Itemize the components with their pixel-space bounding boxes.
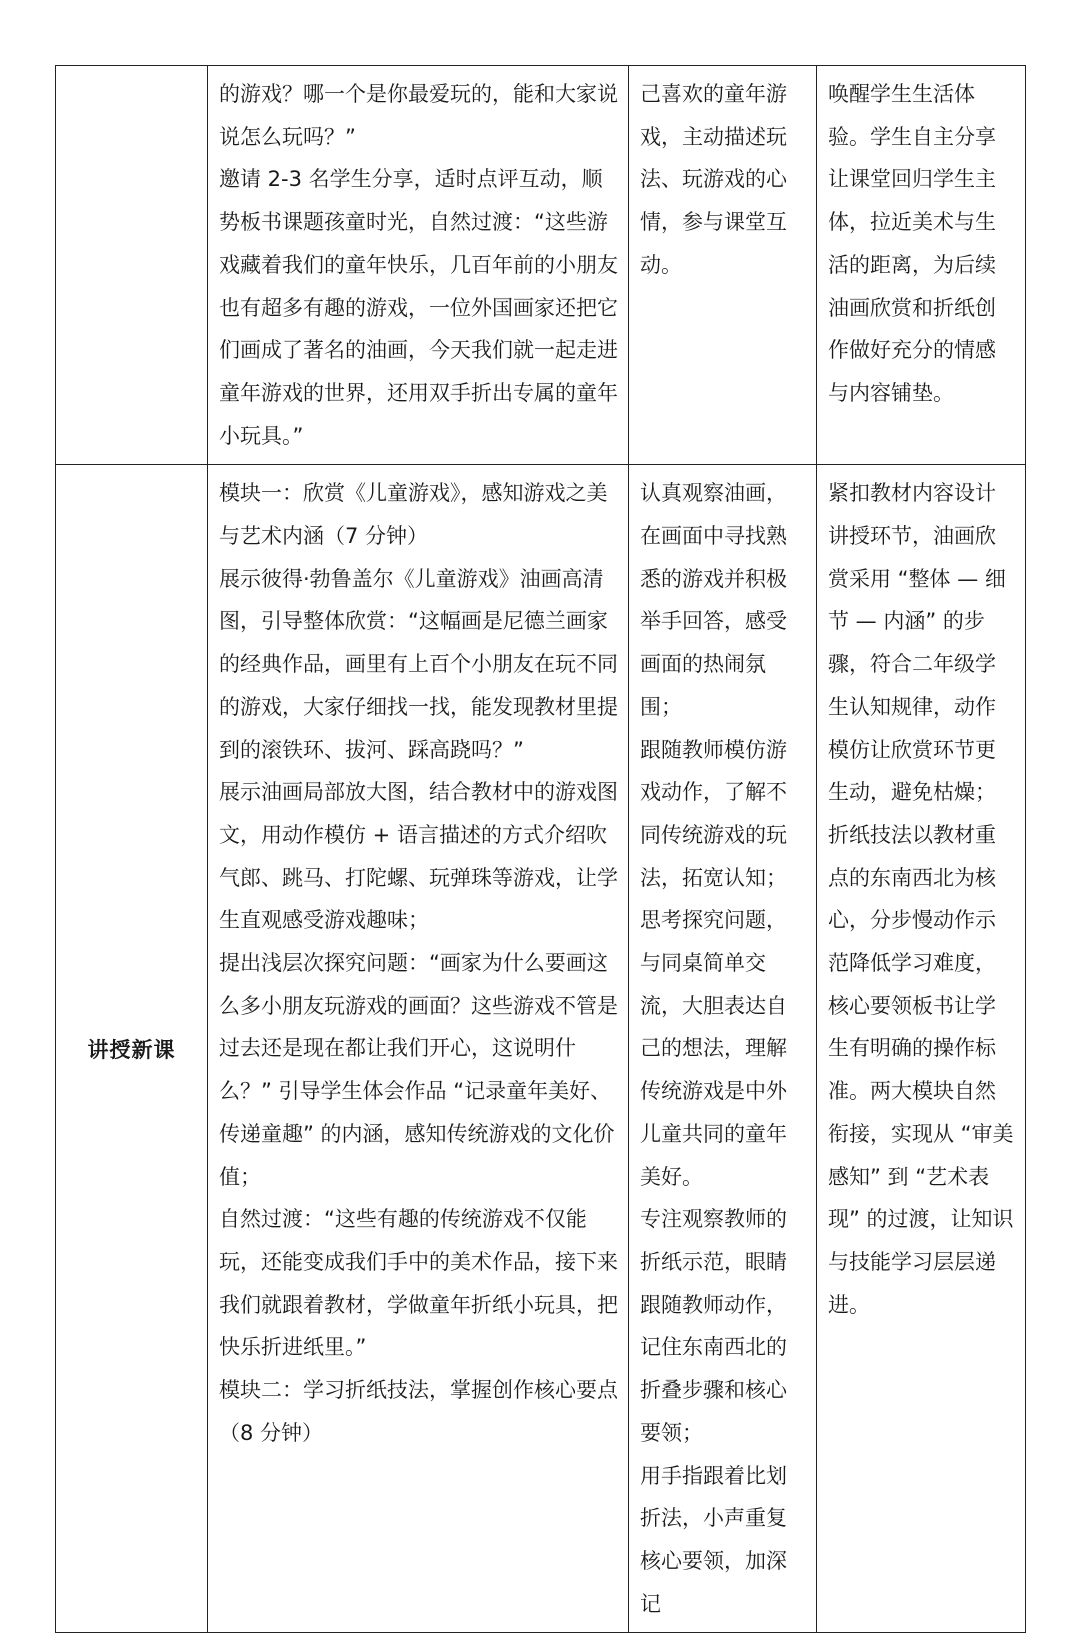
stage-label: 讲授新课: [87, 1037, 176, 1062]
intent-paragraph: 紧扣教材内容设计讲授环节，油画欣赏采用 “整体 — 细节 — 内涵” 的步骤，符合二年级学生认知规律，动作模仿让欣赏环节更生动，避免枯燥；折纸技法以教材重点的东南西北为核心，分步慢动作示范降低学习难度，核心要领板书让学生有明确的操作标准。两大模块自然衔接，实现从 “审美感知” 到 “艺术表现” 的过渡，让知识与技能学习层层递进。: [828, 481, 1014, 1317]
teacher-paragraph: 邀请 2-3 名学生分享，适时点评互动，顺势板书课题孩童时光，自然过渡：“这些游戏藏着我们的童年快乐，几百年前的小朋友也有超多有趣的游戏，一位外国画家还把它们画成了著名的油画，今天我们就一起走进童年游戏的世界，还用双手折出专属的童年小玩具。”: [219, 167, 618, 448]
lesson-plan-table: [55, 65, 1026, 1633]
design-intent-cell: [817, 465, 1026, 1633]
design-intent-cell: [817, 66, 1026, 465]
teacher-activity-cell: [208, 465, 629, 1633]
stage-cell: [56, 465, 208, 1633]
student-paragraph: 认真观察油画，在画面中寻找熟悉的游戏并积极举手回答，感受画面的热闹氛围；: [640, 481, 787, 719]
teacher-activity-cell: [208, 66, 629, 465]
teacher-paragraph: 自然过渡：“这些有趣的传统游戏不仅能玩，还能变成我们手中的美术作品，接下来我们就跟着教材，学做童年折纸小玩具，把快乐折进纸里。”: [219, 1207, 618, 1360]
student-paragraph: 己喜欢的童年游戏，主动描述玩法、玩游戏的心情，参与课堂互动。: [640, 82, 787, 277]
student-paragraph: 用手指跟着比划折法，小声重复核心要领，加深记: [640, 1463, 787, 1616]
teacher-paragraph: 展示彼得·勃鲁盖尔《儿童游戏》油画高清图，引导整体欣赏：“这幅画是尼德兰画家的经典作品，画里有上百个小朋友在玩不同的游戏，大家仔细找一找，能发现教材里提到的滚铁环、拔河、踩高跷吗？”: [219, 566, 618, 762]
teacher-paragraph: 模块二：学习折纸技法，掌握创作核心要点（8 分钟）: [219, 1378, 618, 1445]
student-paragraph: 跟随教师模仿游戏动作，了解不同传统游戏的玩法，拓宽认知；: [640, 737, 787, 890]
student-activity-cell: [629, 465, 817, 1633]
stage-cell: [56, 66, 208, 465]
student-paragraph: 思考探究问题，与同桌简单交流，大胆表达自己的想法，理解传统游戏是中外儿童共同的童年美好。: [640, 908, 787, 1189]
table-row: [56, 465, 1026, 1633]
student-activity-cell: [629, 66, 817, 465]
teacher-paragraph: 模块一：欣赏《儿童游戏》，感知游戏之美与艺术内涵（7 分钟）: [219, 481, 608, 549]
teacher-paragraph: 提出浅层次探究问题：“画家为什么要画这么多小朋友玩游戏的画面？这些游戏不管是过去还是现在都让我们开心，这说明什么？” 引导学生体会作品 “记录童年美好、传递童趣” 的内涵，感知传统游戏的文化价值；: [219, 951, 618, 1189]
student-paragraph: 专注观察教师的折纸示范，眼睛跟随教师动作，记住东南西北的折叠步骤和核心要领；: [640, 1207, 787, 1445]
teacher-paragraph: 的游戏？哪一个是你最爱玩的，能和大家说说怎么玩吗？”: [219, 82, 618, 149]
intent-paragraph: 唤醒学生生活体验。学生自主分享让课堂回归学生主体，拉近美术与生活的距离，为后续油画欣赏和折纸创作做好充分的情感与内容铺垫。: [828, 82, 996, 405]
teacher-paragraph: 展示油画局部放大图，结合教材中的游戏图文，用动作模仿 + 语言描述的方式介绍吹气郎、跳马、打陀螺、玩弹珠等游戏，让学生直观感受游戏趣味；: [219, 780, 618, 933]
table-row: [56, 66, 1026, 465]
